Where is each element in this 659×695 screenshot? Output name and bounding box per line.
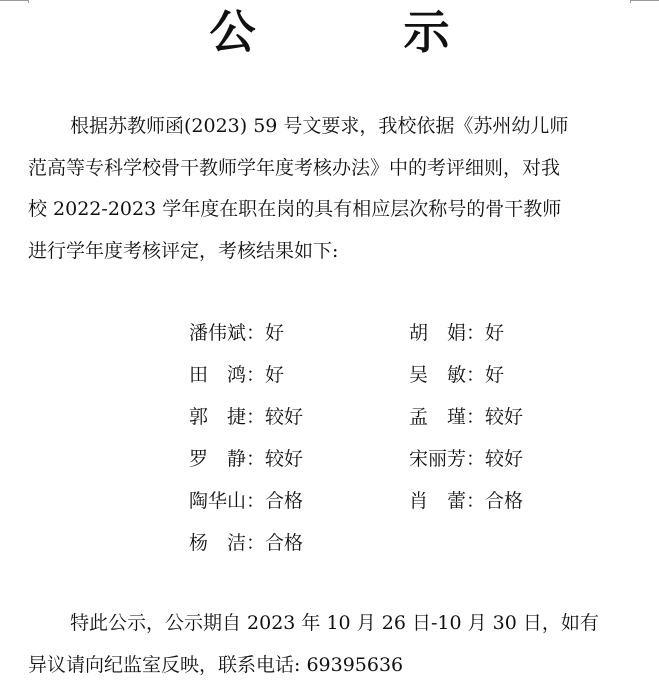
page-corner-mark-right [631,0,659,1]
assessment-rating: 较好 [485,448,524,470]
name-rating-separator: ： [246,322,266,344]
name-rating-separator: ： [466,406,486,428]
assessment-rating: 好 [265,322,285,344]
teacher-name: 吴 敏 [409,364,467,386]
assessment-rating: 较好 [265,406,304,428]
result-entry [409,312,549,354]
name-rating-separator: ： [246,406,266,428]
teacher-name: 罗 静 [189,448,247,470]
result-entry [189,480,409,522]
name-rating-separator: ： [246,490,266,512]
result-entry [409,480,549,522]
teacher-name: 潘伟斌 [189,322,247,344]
assessment-rating: 好 [265,364,285,386]
name-rating-separator: ： [466,364,486,386]
intro-line: 根据苏教师函(2023) 59 号文要求，我校依据《苏州幼儿师 [70,115,569,137]
assessment-rating: 较好 [265,448,304,470]
closing-line: 特此公示，公示期自 2023 年 10 月 26 日-10 月 30 日，如有 [70,612,599,634]
intro-line: 范高等专科学校骨干教师学年度考核办法》中的考评细则，对我 [28,156,561,179]
intro-line: 进行学年度考核评定，考核结果如下: [28,239,339,262]
result-entry [189,438,409,480]
teacher-name: 宋丽芳 [409,448,467,470]
teacher-name: 田 鸿 [189,364,247,386]
name-rating-separator: ： [246,364,266,386]
page-title: 公 示 [209,5,516,59]
intro-line: 校 2022-2023 学年度在职在岗的具有相应层次称号的骨干教师 [28,198,562,220]
assessment-rating: 合格 [485,490,524,512]
results-list [189,312,549,564]
name-rating-separator: ： [466,448,486,470]
teacher-name: 孟 瑾 [409,406,467,428]
result-entry [189,354,409,396]
name-rating-separator: ： [466,322,486,344]
assessment-rating: 好 [485,364,505,386]
assessment-rating: 较好 [485,406,524,428]
result-entry [189,396,409,438]
closing-paragraph [28,603,628,686]
teacher-name: 郭 捷 [189,406,247,428]
intro-paragraph [28,106,628,272]
result-entry [189,312,409,354]
teacher-name: 陶华山 [189,490,247,512]
result-entry [409,354,549,396]
name-rating-separator: ： [246,532,266,554]
teacher-name: 杨 洁 [189,532,247,554]
assessment-rating: 好 [485,322,505,344]
teacher-name: 肖 蕾 [409,490,467,512]
teacher-name: 胡 娟 [409,322,467,344]
name-rating-separator: ： [246,448,266,470]
result-entry [409,396,549,438]
name-rating-separator: ： [466,490,486,512]
result-entry [409,438,549,480]
result-entry [189,522,409,564]
closing-line: 异议请向纪监室反映，联系电话: 69395636 [28,653,404,676]
page-corner-mark-left [0,0,28,1]
assessment-rating: 合格 [265,532,304,554]
assessment-rating: 合格 [265,490,304,512]
